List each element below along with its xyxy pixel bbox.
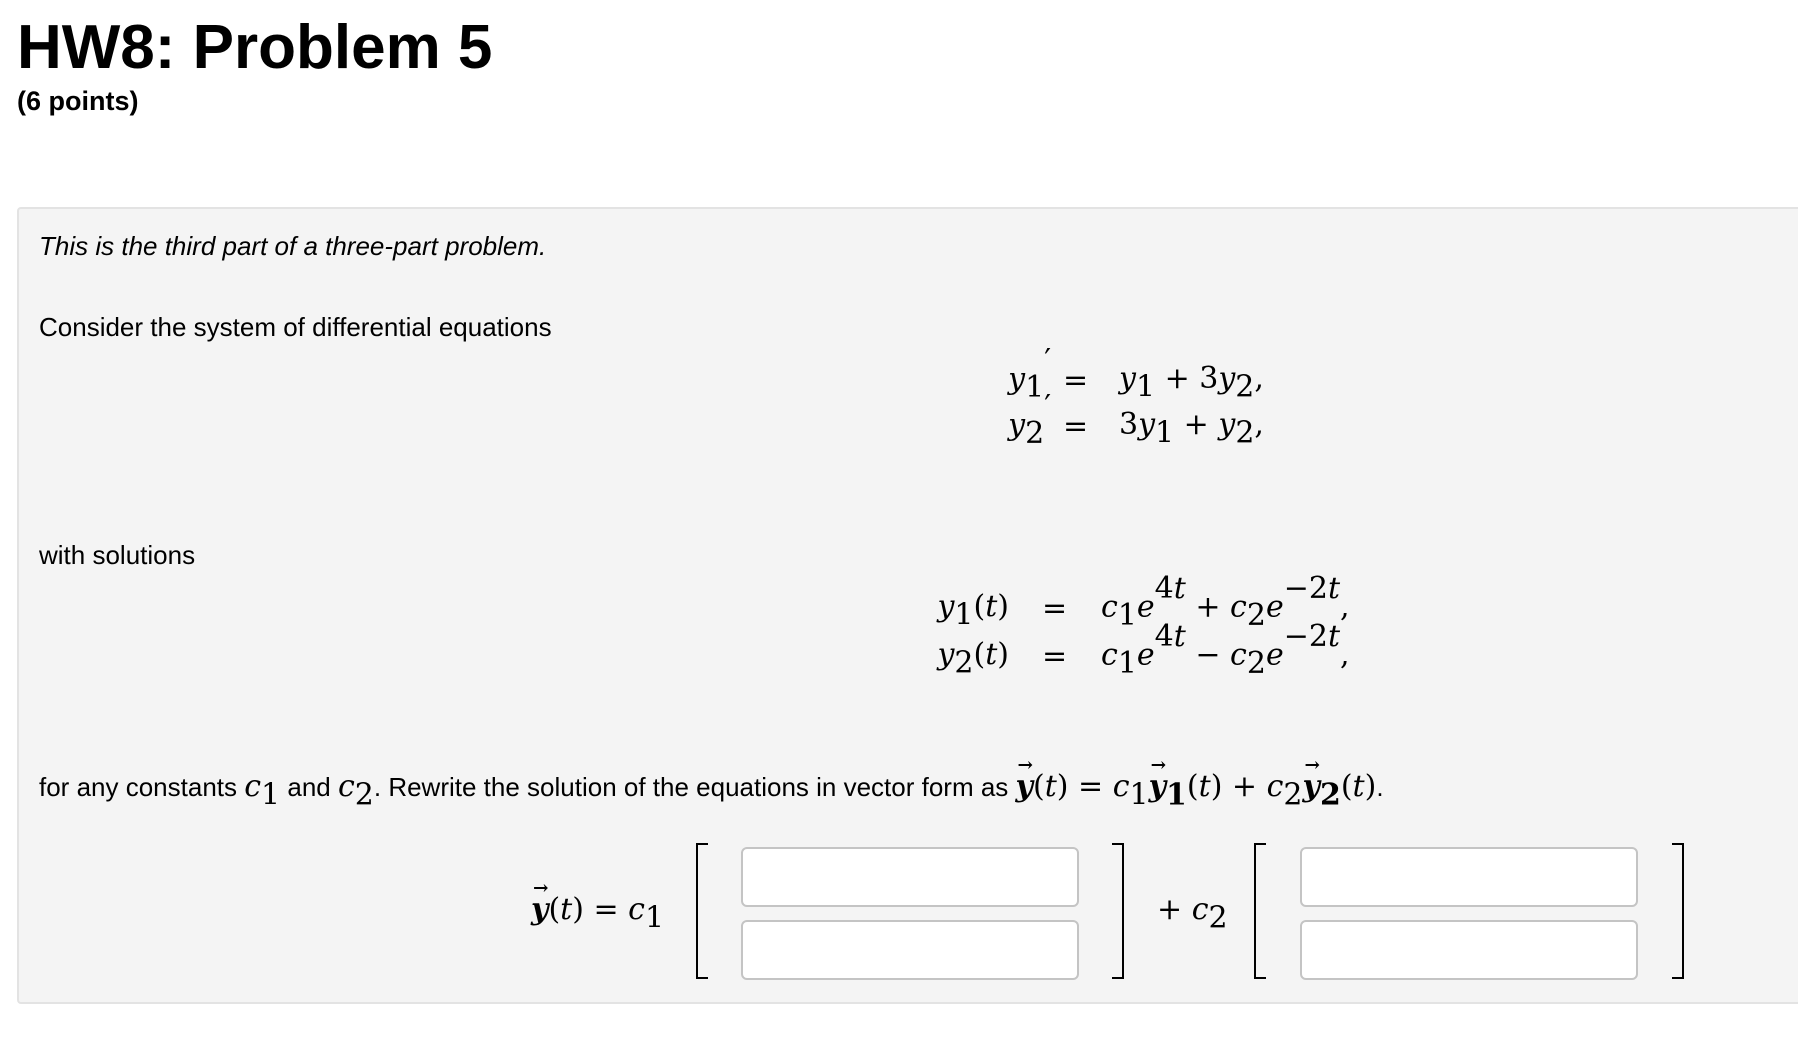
points-label: (6 points): [17, 86, 139, 116]
ode-lhs-2: $y_2'$: [1008, 389, 1051, 451]
ode-equals-2: =: [1063, 409, 1089, 444]
solution-rhs-1: $c_1e^{4t} + c_2e^{-2t}$,: [1101, 571, 1350, 633]
ode-equals-1: =: [1063, 363, 1089, 398]
ode-rhs-2: $3y_1 + y_2$,: [1119, 407, 1264, 451]
problem-panel: [17, 207, 1798, 1004]
left-bracket-1: [696, 843, 708, 979]
right-bracket-1: [1112, 843, 1124, 979]
solution-lhs-2: $y_2(t)$: [937, 637, 1009, 681]
with-solutions-text: with solutions: [39, 540, 196, 570]
answer-box-y2-component-1[interactable]: [1300, 847, 1638, 907]
intro-text: This is the third part of a three-part problem.: [39, 231, 547, 261]
solution-lhs-1: $y_1(t)$: [937, 589, 1009, 633]
answer-box-y2-component-2[interactable]: [1300, 920, 1638, 980]
left-bracket-2: [1254, 843, 1266, 979]
answer-box-y1-component-1[interactable]: [741, 847, 1079, 907]
solution-equals-1: =: [1042, 591, 1068, 626]
ode-lhs-1: $y_1'$: [1008, 343, 1051, 405]
answer-lhs: → $y(t) = c_1$: [531, 892, 664, 927]
answer-box-y1-component-2[interactable]: [741, 920, 1079, 980]
solution-equals-2: =: [1042, 639, 1068, 674]
page-title: HW8: Problem 5: [17, 13, 493, 82]
answer-plus-c2: + $c_2$: [1157, 892, 1228, 936]
solution-rhs-2: $c_1e^{4t} - c_2e^{-2t}$,: [1101, 619, 1350, 681]
right-bracket-2: [1672, 843, 1684, 979]
ode-rhs-1: $y_1 + 3y_2$,: [1119, 361, 1264, 405]
consider-text: Consider the system of differential equations: [39, 312, 552, 342]
vector-form-instruction: for any constants $c_1$ and $c_2$. Rewrite the solution of the equations in vector form as → $y(t) = c_1\to y_1(t) + c_2\to y_2(t)$.: [39, 769, 1384, 804]
